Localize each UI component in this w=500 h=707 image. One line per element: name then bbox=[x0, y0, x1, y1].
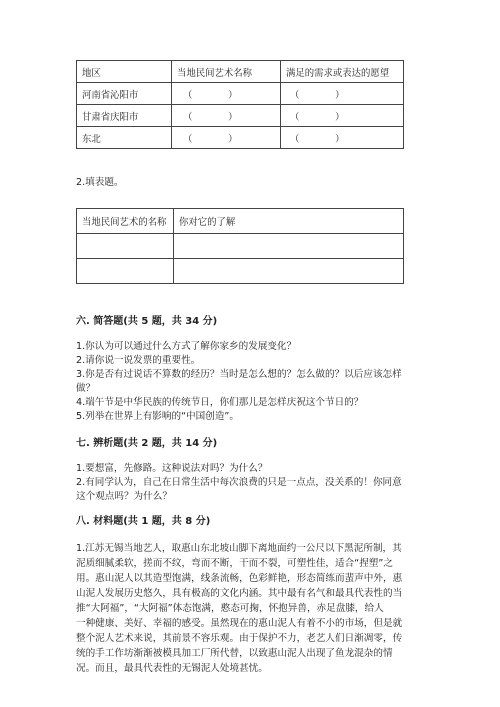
material-line: 推“大阿福”，“大阿福”体态饱满，憨态可掬，怀抱异兽，赤足盘膝，给人 bbox=[76, 603, 384, 614]
material-line: 一种健康、美好、幸福的感受。虽然现在的惠山泥人有着不小的市场，但是就 bbox=[76, 618, 403, 629]
blank-parens: （ ） bbox=[183, 111, 238, 123]
region-cell: 甘肃省庆阳市 bbox=[77, 105, 172, 127]
question-2-label: 2.填表题。 bbox=[76, 177, 124, 188]
folk-art-fill-table bbox=[76, 208, 404, 284]
question-item: 1.你认为可以通过什么方式了解你家乡的发展变化？ bbox=[76, 341, 297, 352]
material-line: 况。而且，最具代表性的无锡泥人处境甚忧。 bbox=[76, 663, 268, 674]
table-row bbox=[77, 105, 404, 127]
table-row bbox=[77, 83, 404, 105]
blank-parens: （ ） bbox=[290, 111, 345, 123]
blank-cell[interactable] bbox=[174, 234, 404, 259]
table-header-cell: 当地民间艺术名称 bbox=[172, 61, 281, 83]
table-row bbox=[77, 127, 404, 149]
question-item: 2.有同学认为，自己在日常生活中每次浪费的只是一点点，没关系的！你同意 bbox=[76, 477, 402, 488]
table-header-row bbox=[77, 61, 404, 83]
section-title: 七. 辨析题(共 2 题，共 14 分) bbox=[76, 438, 218, 449]
section-title: 六. 简答题(共 5 题，共 34 分) bbox=[76, 316, 218, 327]
blank-cell[interactable] bbox=[281, 127, 404, 149]
material-line: 山泥人发展历史悠久，具有极高的文化内涵。其中最有名气和最具代表性的当 bbox=[76, 588, 403, 599]
table-header-row bbox=[77, 209, 404, 234]
blank-cell[interactable] bbox=[77, 234, 174, 259]
blank-parens: （ ） bbox=[290, 89, 345, 101]
section-title: 八. 材料题(共 1 题，共 8 分) bbox=[76, 516, 211, 527]
question-item: 这个观点吗？为什么？ bbox=[76, 491, 172, 502]
table-header-cell: 你对它的了解 bbox=[174, 209, 404, 234]
table-row bbox=[77, 259, 404, 284]
question-item: 1.要想富，先修路。这种说法对吗？为什么？ bbox=[76, 463, 268, 474]
question-item: 3.你是否有过说话不算数的经历？当时是怎么想的？怎么做的？以后应该怎样 bbox=[76, 369, 402, 380]
question-item: 做？ bbox=[76, 383, 96, 394]
material-line: 用。惠山泥人以其造型饱满，线条流畅，色彩鲜艳，形态简练而蜚声中外，惠 bbox=[76, 573, 403, 584]
blank-cell[interactable] bbox=[281, 105, 404, 127]
region-cell: 东北 bbox=[77, 127, 172, 149]
blank-cell[interactable] bbox=[174, 259, 404, 284]
blank-parens: （ ） bbox=[183, 133, 238, 145]
table-row bbox=[77, 234, 404, 259]
blank-parens: （ ） bbox=[183, 89, 238, 101]
region-cell: 河南省沁阳市 bbox=[77, 83, 172, 105]
blank-cell[interactable] bbox=[172, 127, 281, 149]
material-line: 泥质细腻柔软，搓而不纹，弯而不断，干而不裂，可塑性佳，适合“捏塑”之 bbox=[76, 558, 393, 569]
material-line: 统的手工作坊渐渐被模具加工厂所代替，以致惠山泥人出现了鱼龙混杂的情 bbox=[76, 648, 393, 659]
blank-cell[interactable] bbox=[172, 105, 281, 127]
question-item: 4.端午节是中华民族的传统节日，你们那儿是怎样庆祝这个节日的？ bbox=[76, 397, 364, 408]
question-item: 2.请你说一说发票的重要性。 bbox=[76, 355, 201, 366]
blank-cell[interactable] bbox=[77, 259, 174, 284]
table-header-cell: 地区 bbox=[77, 61, 172, 83]
question-item: 5.列举在世界上有影响的“中国创造”。 bbox=[76, 411, 239, 422]
blank-cell[interactable] bbox=[172, 83, 281, 105]
blank-parens: （ ） bbox=[290, 133, 345, 145]
table-header-cell: 满足的需求或表达的愿望 bbox=[281, 61, 404, 83]
material-line: 整个泥人艺术来说，其前景不容乐观。由于保护不力，老艺人们日渐凋零，传 bbox=[76, 633, 403, 644]
material-line: 1.江苏无锡当地艺人，取惠山东北坡山脚下离地面约一公尺以下黑泥所制，其 bbox=[76, 543, 402, 554]
regional-art-table bbox=[76, 60, 404, 149]
table-header-cell: 当地民间艺术的名称 bbox=[77, 209, 174, 234]
blank-cell[interactable] bbox=[281, 83, 404, 105]
